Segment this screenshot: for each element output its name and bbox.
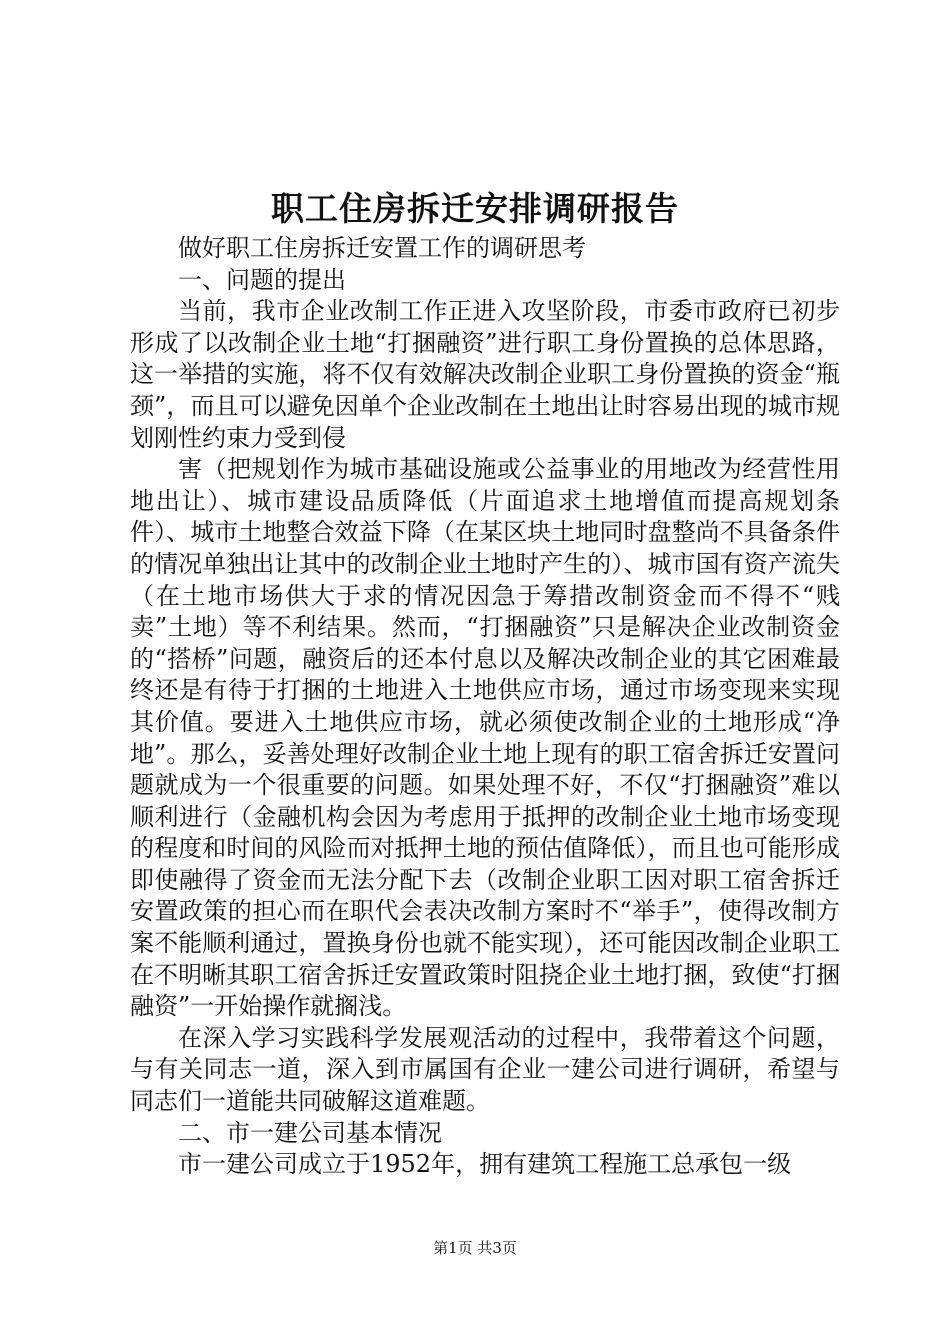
paragraph-subtitle: 做好职工住房拆迁安置工作的调研思考 [178, 234, 586, 262]
section-heading-1: 一、问题的提出 [178, 265, 346, 294]
document-title: 职工住房拆迁安排调研报告 [271, 189, 679, 228]
paragraph: 市一建公司成立于1952年，拥有建筑工程施工总承包一级 [178, 1150, 792, 1179]
paragraph: 在深入学习实践科学发展观活动的过程中，我带着这个问题，与有关同志一道，深入到市属国有企业一建公司进行调研，希望与同志们一道能共同破解这道难题。 [130, 1023, 840, 1116]
document-body [130, 233, 840, 1181]
section-heading-2: 二、市一建公司基本情况 [178, 1118, 442, 1147]
paragraph: 害（把规划作为城市基础设施或公益事业的用地改为经营性用地出让）、城市建设品质降低（片面追求土地增值而提高规划条件）、城市土地整合效益下降（在某区块土地同时盘整尚不具备条件的情况单独出让其中的改制企业土地时产生的）、城市国有资产流失（在土地市场供大于求的情况因急于筹措改制资金而不得不“贱卖”土地）等不利结果。然而，“打捆融资”只是解决企业改制资金的“搭桥”问题，融资后的还本付息以及解决改制企业的其它困难最终还是有待于打捆的土地进入土地供应市场，通过市场变现来实现其价值。要进入土地供应市场，就必须使改制企业的土地形成“净地”。那么，妥善处理好改制企业土地上现有的职工宿舍拆迁安置问题就成为一个很重要的问题。如果处理不好，不仅“打捆融资”难以顺利进行（金融机构会因为考虑用于抵押的改制企业土地市场变现的程度和时间的风险而对抵押土地的预估值降低），而且也可能形成即使融得了资金而无法分配下去（改制企业职工因对职工宿舍拆迁安置政策的担心而在职代会表决改制方案时不“举手”，使得改制方案不能顺利通过，置换身份也就不能实现），还可能因改制企业职工在不明晰其职工宿舍拆迁安置政策时阻挠企业土地打捆，致使“打捆融资”一开始操作就搁浅。 [130, 455, 840, 1021]
page-number-footer: 第1页 共3页 [433, 1239, 517, 1257]
paragraph: 当前，我市企业改制工作正进入攻坚阶段，市委市政府已初步形成了以改制企业土地“打捆融资”进行职工身份置换的总体思路，这一举措的实施，将不仅有效解决改制企业职工身份置换的资金“瓶颈”，而且可以避免因单个企业改制在土地出让时容易出现的城市规划刚性约束力受到侵 [130, 297, 840, 452]
